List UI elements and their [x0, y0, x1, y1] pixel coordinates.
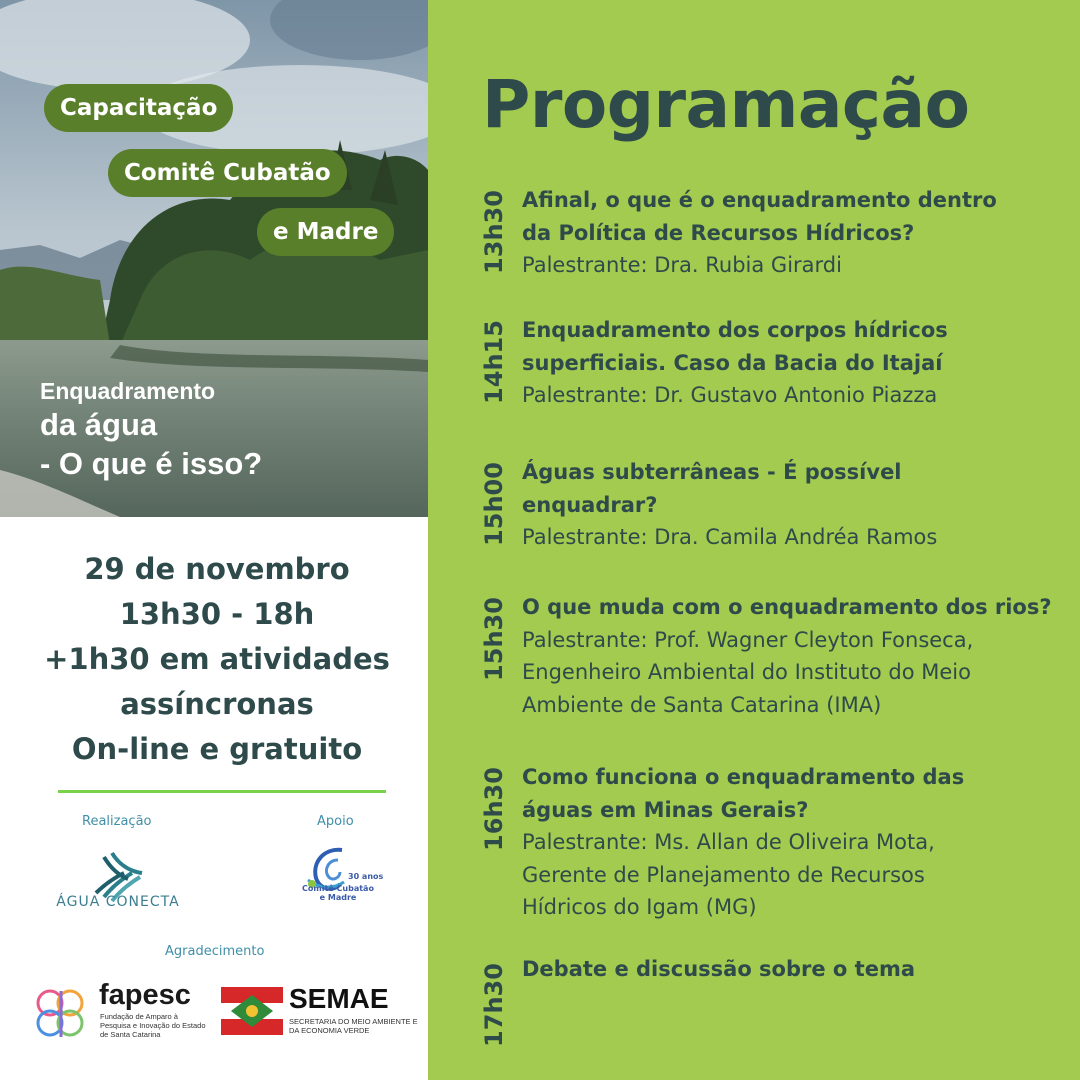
- schedule-title-line: Águas subterrâneas - É possível: [522, 460, 902, 484]
- schedule-speaker-line: Palestrante: Dr. Gustavo Antonio Piazza: [522, 383, 938, 407]
- schedule-title-line: Enquadramento dos corpos hídricos: [522, 318, 948, 342]
- fapesc-subtitle: Fundação de Amparo à Pesquisa e Inovação do Estado de Santa Catarina: [100, 1012, 206, 1039]
- schedule-title-line: enquadrar?: [522, 492, 658, 517]
- hero-photo: [0, 0, 428, 517]
- apoio-label: Apoio: [317, 814, 354, 829]
- fapesc-name: fapesc: [99, 979, 191, 1011]
- schedule-speaker-line: Gerente de Planejamento de Recursos: [522, 862, 925, 887]
- semae-name: SEMAE: [289, 983, 389, 1014]
- event-format: On-line e gratuito: [71, 732, 363, 766]
- schedule-speaker-line: Palestrante: Ms. Allan de Oliveira Mota,: [522, 830, 935, 854]
- fapesc-logo-icon: [30, 983, 92, 1045]
- schedule-title-line: da Política de Recursos Hídricos?: [522, 220, 915, 245]
- schedule-title-line: superficiais. Caso da Bacia do Itajaí: [522, 350, 943, 375]
- tag-e-madre: e Madre: [257, 208, 394, 256]
- comite-logo-name: Comitê Cubatão e Madre: [302, 884, 374, 902]
- tag-comite-cubatao: Comitê Cubatão: [108, 149, 347, 197]
- schedule-speaker-line: Palestrante: Dra. Rubia Girardi: [522, 253, 842, 277]
- schedule-title-line: Afinal, o que é o enquadramento dentro: [522, 188, 997, 212]
- event-title-line-3: - O que é isso?: [40, 446, 263, 481]
- schedule-time: 13h30: [480, 190, 508, 274]
- schedule-details: [522, 314, 1072, 412]
- program-panel: [428, 0, 1080, 1080]
- schedule-details: [522, 591, 1072, 721]
- program-title: Programação: [482, 66, 970, 143]
- schedule-title-line: Debate e discussão sobre o tema: [522, 957, 916, 981]
- schedule-time: 15h30: [480, 597, 508, 681]
- event-async-line-1: +1h30 em atividades: [44, 642, 390, 676]
- event-info-section: [0, 517, 428, 1080]
- schedule-time: 16h30: [480, 767, 508, 851]
- schedule-title-line: Como funciona o enquadramento das: [522, 765, 965, 789]
- schedule-time: 17h30: [480, 963, 508, 1047]
- event-details: [0, 547, 434, 772]
- section-divider: [58, 790, 386, 793]
- schedule-speaker-line: Engenheiro Ambiental do Instituto do Meio: [522, 660, 971, 684]
- event-title-line-2: da água: [40, 407, 158, 442]
- schedule-title-line: O que muda com o enquadramento dos rios?: [522, 595, 1052, 619]
- agua-conecta-name: ÁGUA CONECTA: [56, 894, 180, 910]
- schedule-details: [522, 761, 1072, 924]
- schedule-details: [522, 184, 1072, 282]
- schedule-time: 15h00: [480, 462, 508, 546]
- tag-capacitacao: Capacitação: [44, 84, 233, 132]
- schedule-speaker-line: Ambiente de Santa Catarina (IMA): [522, 692, 882, 717]
- santa-catarina-flag-icon: [221, 987, 283, 1035]
- agradecimento-label: Agradecimento: [165, 944, 265, 959]
- event-title-line-1: Enquadramento: [40, 378, 216, 404]
- schedule-speaker-line: Palestrante: Dra. Camila Andréa Ramos: [522, 525, 938, 549]
- schedule-speaker-line: Palestrante: Prof. Wagner Cleyton Fonseca,: [522, 627, 974, 652]
- event-date: 29 de novembro: [84, 552, 350, 586]
- schedule-details: [522, 953, 1072, 986]
- event-title: [40, 376, 262, 484]
- schedule-speaker-line: Hídricos do Igam (MG): [522, 895, 757, 919]
- schedule-time: 14h15: [480, 320, 508, 404]
- realizacao-label: Realização: [82, 814, 152, 829]
- semae-subtitle: SECRETARIA DO MEIO AMBIENTE E DA ECONOMIA VERDE: [289, 1017, 418, 1035]
- comite-logo-years: 30 anos: [348, 872, 384, 881]
- schedule-details: [522, 456, 1072, 554]
- event-async-line-2: assíncronas: [120, 687, 314, 721]
- schedule-title-line: águas em Minas Gerais?: [522, 797, 809, 822]
- event-hours: 13h30 - 18h: [119, 597, 315, 631]
